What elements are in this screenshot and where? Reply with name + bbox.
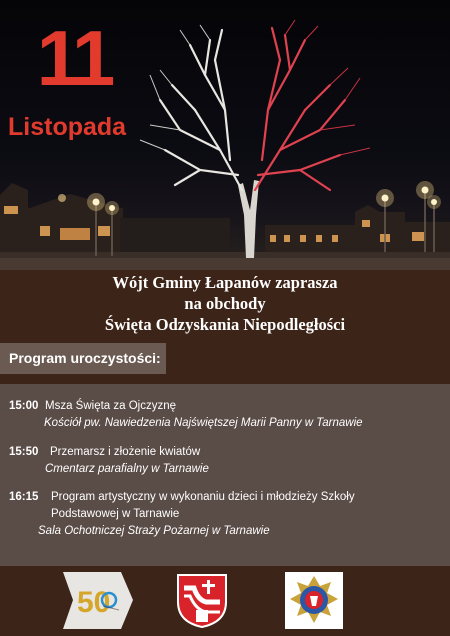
program-heading: Program uroczystości:	[0, 343, 166, 374]
event-title: Msza Święta za Ojczyznę	[45, 400, 177, 412]
event-time: 15:50	[9, 446, 39, 458]
hero-night-photo	[0, 0, 450, 270]
event-time: 15:00	[9, 400, 39, 412]
invitation-text	[0, 272, 450, 335]
event-place: Sala Ochotniczej Straży Pożarnej w Tarnawie	[38, 525, 270, 537]
program-list	[0, 384, 450, 566]
logos-bar	[0, 566, 450, 636]
gmina-coat-of-arms-logo	[174, 572, 230, 629]
event-time: 16:15	[9, 491, 39, 503]
date-day: 11	[36, 14, 112, 102]
event-place: Kościół pw. Nawiedzenia Najświętszej Marii Panny w Tarnawie	[44, 417, 363, 429]
event-title-line-2: Podstawowej w Tarnawie	[51, 508, 180, 520]
event-place: Cmentarz parafialny w Tarnawie	[45, 463, 209, 475]
event-title: Przemarsz i złożenie kwiatów	[50, 446, 201, 458]
event-title-line-1: Program artystyczny w wykonaniu dzieci i młodzieży Szkoły	[51, 491, 355, 503]
anniversary-number: 50	[77, 586, 111, 619]
fire-brigade-logo	[285, 572, 343, 629]
invitation-line-3: Święta Odzyskania Niepodległości	[104, 315, 346, 334]
date-month: Listopada	[8, 113, 127, 141]
anniversary-logo	[63, 572, 133, 629]
invitation-line-1: Wójt Gminy Łapanów zaprasza	[112, 273, 338, 292]
invitation-line-2: na obchody	[184, 294, 266, 313]
